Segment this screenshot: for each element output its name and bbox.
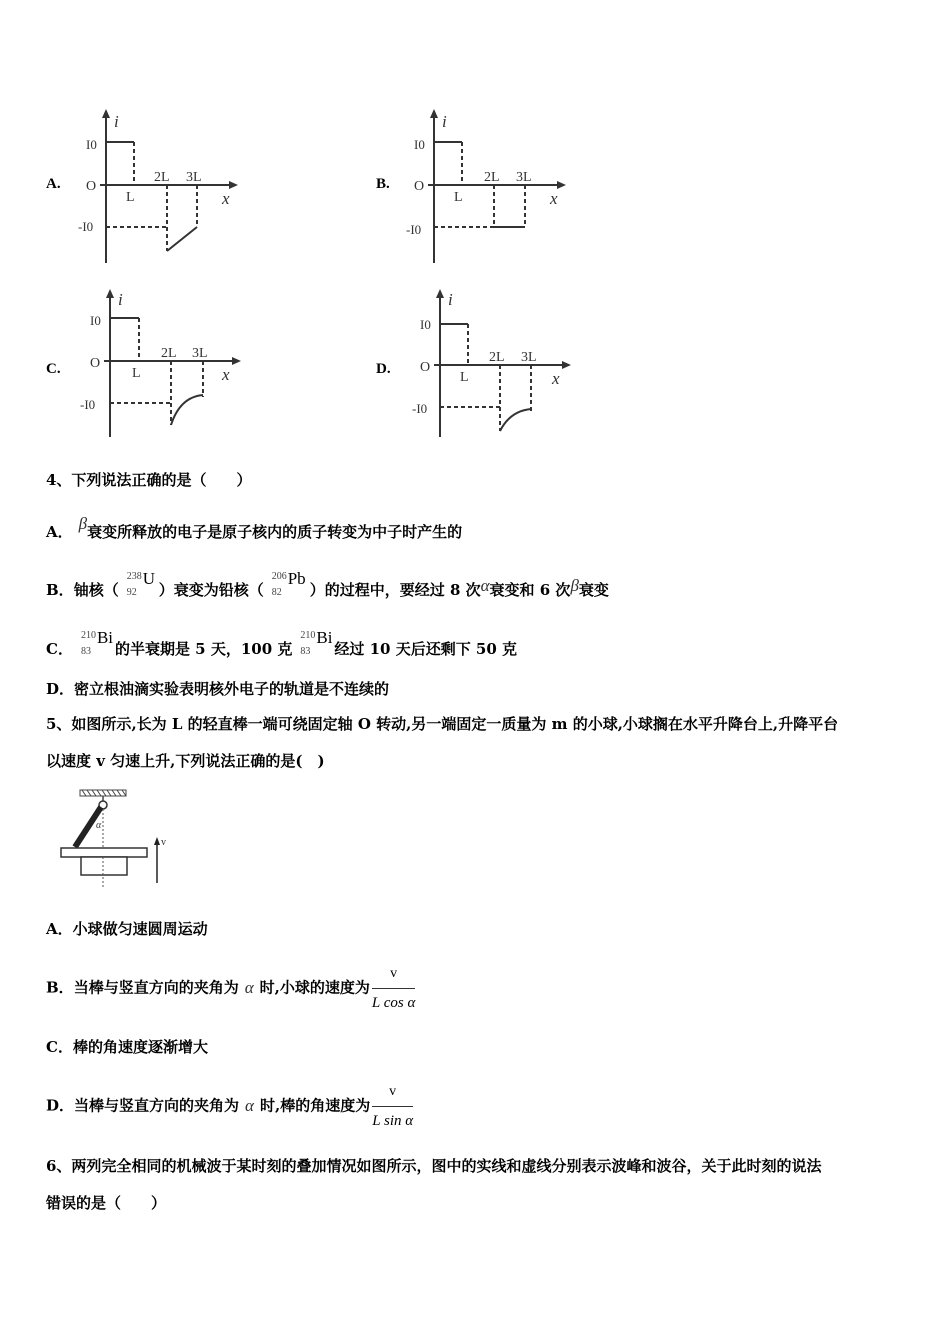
- q4-option-b: B．铀核（ 238 92 U ）衰变为铅核（ 206 82 Pb ）的过程中，要经过 8 次α衰变和 6 次β衰变: [46, 569, 609, 599]
- q4-option-a: A． β衰变所释放的电子是原子核内的质子转变为中子时产生的: [46, 514, 463, 541]
- svg-text:L: L: [132, 366, 141, 381]
- svg-text:x: x: [550, 189, 558, 208]
- option-b-label: B.: [376, 176, 390, 192]
- q6-stem-line2: 错误的是（ ）: [46, 1194, 167, 1212]
- x-axis-label: x: [222, 189, 230, 208]
- beta-symbol: β: [78, 514, 88, 533]
- svg-text:I0: I0: [420, 317, 431, 332]
- svg-text:O: O: [420, 360, 431, 375]
- speed-fraction: $\frac{v}{\text{L cos α}}$: [372, 962, 415, 1015]
- tick-3l: 3L: [186, 170, 202, 185]
- q5-stem-line2: 以速度 v 匀速上升,下列说法正确的是( ): [46, 752, 325, 770]
- svg-text:I0: I0: [414, 137, 425, 152]
- graph-c: [70, 285, 250, 445]
- svg-text:-I0: -I0: [80, 397, 96, 412]
- q5-option-d: D．当棒与竖直方向的夹角为 α 时,棒的角速度为 $\frac{v}{\text{L sin α}}$: [46, 1080, 413, 1133]
- graph-d: [400, 285, 580, 445]
- svg-text:x: x: [222, 365, 230, 384]
- svg-text:-I0: -I0: [412, 401, 428, 416]
- q5-stem-line1: 5、如图所示,长为 L 的轻直棒一端可绕固定轴 O 转动,另一端固定一质量为 m 的小球,小球搁在水平升降台上,升降平台: [46, 715, 839, 733]
- svg-text:i: i: [118, 290, 123, 309]
- bismuth-nuclide: 210 83 Bi: [80, 628, 114, 657]
- svg-text:L: L: [460, 370, 469, 385]
- svg-text:2L: 2L: [161, 346, 177, 361]
- angular-speed-fraction: $\frac{v}{\text{L sin α}}$: [372, 1080, 413, 1133]
- svg-text:3L: 3L: [516, 170, 532, 185]
- svg-text:-I0: -I0: [406, 222, 422, 237]
- graph-a: [70, 105, 250, 270]
- q5-option-a: A．小球做匀速圆周运动: [46, 920, 208, 938]
- beta-symbol: β: [570, 576, 579, 595]
- option-a-label: A.: [46, 176, 61, 192]
- svg-text:i: i: [448, 290, 453, 309]
- platform: [61, 848, 147, 857]
- neg-i0-label: -I0: [78, 219, 94, 234]
- svg-text:i: i: [442, 112, 447, 131]
- q4-option-d: D．密立根油滴实验表明核外电子的轨道是不连续的: [46, 680, 390, 698]
- i-axis-label: i: [114, 112, 119, 131]
- svg-text:O: O: [90, 356, 101, 371]
- svg-text:L: L: [454, 190, 463, 205]
- lead-nuclide: 206 82 Pb: [271, 569, 306, 598]
- alpha-symbol: α: [244, 977, 254, 997]
- svg-text:2L: 2L: [484, 170, 500, 185]
- q4-option-c: C． 210 83 Bi 的半衰期是 5 天，100 克 210 83 Bi 经过 10 天后还剩下 50 克: [46, 628, 518, 658]
- uranium-nuclide: 238 92 U: [126, 569, 155, 598]
- current-curve: [106, 142, 197, 251]
- alpha-symbol: α: [245, 1095, 254, 1115]
- svg-text:x: x: [552, 369, 560, 388]
- svg-text:O: O: [414, 179, 425, 194]
- graph-b: [400, 105, 580, 270]
- lift-base: [81, 857, 127, 875]
- q4-stem: 4、下列说法正确的是（ ）: [46, 471, 252, 489]
- option-d-label: D.: [376, 361, 391, 377]
- alpha-symbol: α: [480, 576, 490, 595]
- i0-label: I0: [86, 137, 97, 152]
- q5-option-b: B．当棒与竖直方向的夹角为 α 时,小球的速度为 $\frac{v}{\text{L cos α}}$: [46, 962, 415, 1015]
- svg-text:I0: I0: [90, 313, 101, 328]
- svg-text:3L: 3L: [192, 346, 208, 361]
- tick-2l: 2L: [154, 170, 170, 185]
- option-c-label: C.: [46, 361, 61, 377]
- q6-stem-line1: 6、两列完全相同的机械波于某时刻的叠加情况如图所示，图中的实线和虚线分别表示波峰和波谷，关于此时刻的说法: [46, 1157, 822, 1175]
- angle-label: α: [96, 820, 102, 831]
- bismuth-nuclide-2: 210 83 Bi: [300, 628, 333, 657]
- q5-option-c: C．棒的角速度逐渐增大: [46, 1038, 208, 1056]
- origin-label: O: [86, 179, 97, 194]
- svg-text:3L: 3L: [521, 350, 537, 365]
- velocity-label: v: [161, 837, 166, 848]
- tick-l: L: [126, 190, 135, 205]
- svg-text:2L: 2L: [489, 350, 505, 365]
- q5-figure: [55, 785, 185, 890]
